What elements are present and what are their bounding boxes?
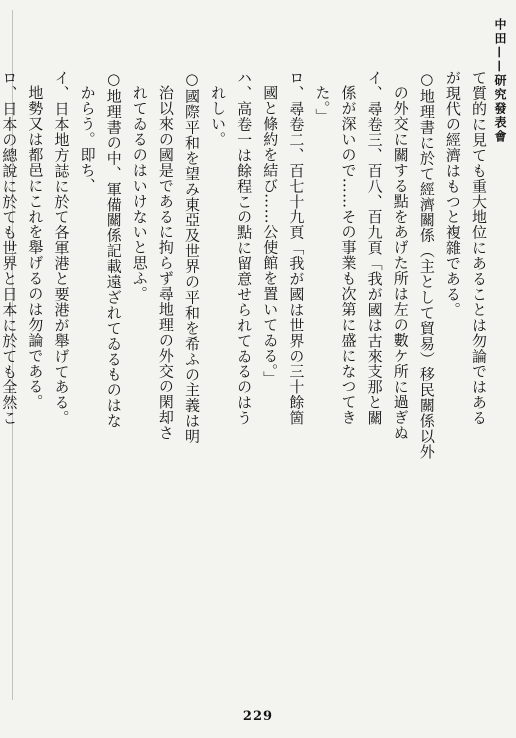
text-column: ○地理書の中、軍備關係記載遠ざれてゐるものはな (104, 70, 123, 429)
body-text-block (0, 70, 492, 705)
text-column: ロ、日本の總說に於ても世界と日本に於ても全然こ (0, 70, 19, 426)
text-column: れしい。 (209, 85, 228, 147)
page-number: 229 (242, 709, 274, 724)
text-column: 國と條約を結び……公使館を置いてゐる。」 (261, 85, 280, 387)
text-column: れてゐるのはいけないと思ふ。 (130, 85, 149, 302)
text-column: イ、日本地方誌に於て各軍港と要港が舉げてある。 (52, 70, 71, 426)
text-column: の外交に關する點をあげた所は左の數ケ所に過ぎぬ (391, 85, 410, 441)
text-column: が現代の經濟はもつと複雜である。 (443, 70, 462, 318)
text-column: た。」 (313, 85, 332, 124)
text-column: からう。即ち、 (78, 85, 97, 194)
text-column: ロ、尋卷二、百七十九頁「我が國は世界の三十餘箇 (287, 70, 306, 426)
text-column: 係が深いので……その事業も次第に盛になつてき (339, 85, 358, 425)
running-head: 中田——研究發表會 (493, 18, 507, 144)
text-column: 地勢又は都邑にこれを舉げるのは勿論である。 (26, 85, 45, 410)
text-column: イ、尋卷三、百八、百九頁「我が國は古來支那と關 (365, 70, 384, 426)
text-column: ハ、高卷一は餘程この點に留意せられてゐるのはう (235, 70, 254, 426)
text-column: ○國際平和を望み東亞及世界の平和を希ふの主義は明 (182, 70, 201, 444)
text-column: ○地理書に於て經濟關係（主として貿易）移民關係以外 (417, 70, 436, 460)
text-column: て質的に見ても重大地位にあることは勿論ではある (470, 70, 488, 426)
text-column: 治以來の國是であるに拘らず尋地理の外交の閑却さ (156, 85, 175, 441)
